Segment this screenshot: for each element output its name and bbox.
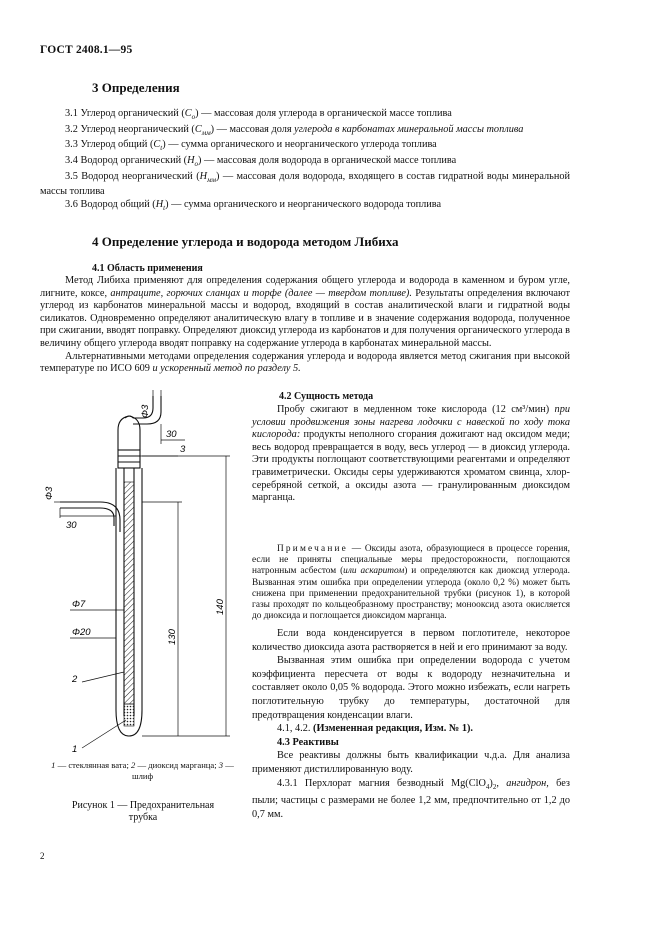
paragraph-reagents: Все реактивы должны быть квалификации ч.д.а. Для анализа применяют дистиллированную воду.	[252, 750, 570, 775]
page-number: 2	[40, 851, 45, 861]
definition-3-3: 3.3 Углерод общий $(C_t)$ — сумма органического и неорганического углерода топлива	[65, 139, 437, 153]
section-4-title: 4 Определение углерода и водорода методом Либиха	[92, 234, 399, 249]
dim-phi20: Φ20	[72, 627, 91, 638]
callout-2: 2	[72, 674, 78, 685]
note-label: Примечание	[277, 544, 348, 554]
figure-caption: Рисунок 1 — Предохранительная трубка	[71, 800, 215, 823]
callout-3: 3	[180, 444, 186, 455]
dim-30-top: 30	[166, 429, 177, 440]
paragraph-condensation: Если вода конденсируется в первом поглотителе, некоторое количество диоксида азота растворяется в ней и его принимают за воду.	[252, 628, 570, 653]
subsection-4-1-title: 4.1 Область применения	[92, 263, 203, 274]
paragraph-hydrogen-error: Вызванная этим ошибка при определении водорода с учетом коэффициента пересчета от воды к водороду незначительна и составляет около 0,05 % водорода. Этого можно избежать, если нагреть поглотительную трубку до температуры, достаточной для предотвращения конденсации влаги.	[252, 655, 570, 721]
callout-1: 1	[72, 744, 78, 755]
dim-phi3-side: Φ3	[44, 486, 55, 500]
subsection-4-3-title: 4.3 Реактивы	[277, 736, 339, 748]
dim-phi3-top: Φ3	[140, 404, 151, 418]
paragraph-scope: Метод Либиха применяют для определения содержания общего углерода и водорода в каменном и буром угле, лигните, коксе, антраците, горючих сланцах и торфе (далее — твердом топливе). Результаты определения включают углерод из карбонатов минеральной массы и водород, входящий в состав аналитической влаги и гидратной воды силикатов. Одновременно определяют аналитическую влагу в топливе и в значение содержания водорода, полученное при сжигании, вводят поправку. Определяют диоксид углерода из карбонатов и для получения органического углерода в величину общего углерода вводят поправку на содержание углерода в карбонатах минеральной массы.	[40, 275, 570, 349]
definition-3-2: 3.2 Углерод неорганический $(C_{мм})$ — массовая доля углерода в карбонатах минеральной массы топлива	[65, 123, 524, 137]
paragraph-magnesium-perchlorate: 4.3.1 Перхлорат магния безводный $Mg(ClO_4)_2$, ангидрон, без пыли; частицы с размерами не более 1,2 мм, предпочтительно от 1,2 до 0,7 мм.	[252, 777, 570, 820]
note: Примечание — Оксиды азота, образующиеся в процессе горения, если не приняты специальные меры предосторожности, поглощаются натронным асбестом (или аскаритом) и определяются как диоксид углерода. Вызванная этим ошибка при определении углерода (около 0,2 %) может быть снижена при применении предохранительной трубки (рисунок 1), в которой газы проходят по кольцеобразному пространству; монооксид азота окисляется до диоксида и поглощается диоксидом марганца.	[252, 544, 570, 622]
subsection-4-2-title: 4.2 Сущность метода	[279, 391, 374, 402]
paragraph-alternatives: Альтернативными методами определения содержания углерода и водорода является метод сжигания при высокой температуре по ИСО 609 и ускоренный метод по разделу 5.	[40, 350, 570, 375]
dim-130: 130	[167, 629, 178, 645]
section-3-title: 3 Определения	[92, 80, 180, 95]
amendment-note: 4.1, 4.2. (Измененная редакция, Изм. № 1).	[277, 723, 473, 735]
dim-phi7: Φ7	[72, 599, 86, 610]
dim-140: 140	[215, 599, 226, 615]
definition-3-6: 3.6 Водород общий $(H_t)$ — сумма органического и неорганического водорода топлива	[65, 198, 442, 212]
standard-code: ГОСТ 2408.1—95	[40, 44, 133, 56]
definition-3-5: 3.5 Водород неорганический $(H_{мм})$ — массовая доля водорода, входящего в состав гидратной воды минеральной массы топлива	[40, 170, 570, 198]
definitions-list	[40, 108, 570, 214]
subsection-4-2-body	[252, 404, 570, 505]
subsection-4-2-continued	[252, 627, 570, 821]
subsection-4-1-body	[40, 275, 570, 376]
definition-3-4: 3.4 Водород органический $(H_o)$ — массовая доля водорода в органической массе топлива	[65, 154, 457, 168]
protective-tube-drawing	[30, 390, 250, 765]
definition-3-1: 3.1 Углерод органический $(C_o)$ — массовая доля углерода в органической массе топлива	[65, 108, 452, 122]
paragraph-principle: Пробу сжигают в медленном токе кислорода (12 см³/мин) при условии продвижения зоны нагрева лодочки с навеской по ходу тока кислорода: продукты неполного сгорания дожигают над оксидом меди; весь водород превращается в воду, весь углерод — в диоксид углерода. Эти продукты поглощают соответствующими реагентами и определяют гравиметрически. Оксиды серы удерживаются хроматом свинца, хлор-серебряной сеткой, а оксиды азота — гранулированным диоксидом марганца.	[252, 404, 570, 504]
dim-30-side: 30	[66, 520, 77, 531]
figure-legend: 1 — стеклянная вата; 2 — диоксид марганца; 3 — шлиф	[51, 760, 234, 781]
